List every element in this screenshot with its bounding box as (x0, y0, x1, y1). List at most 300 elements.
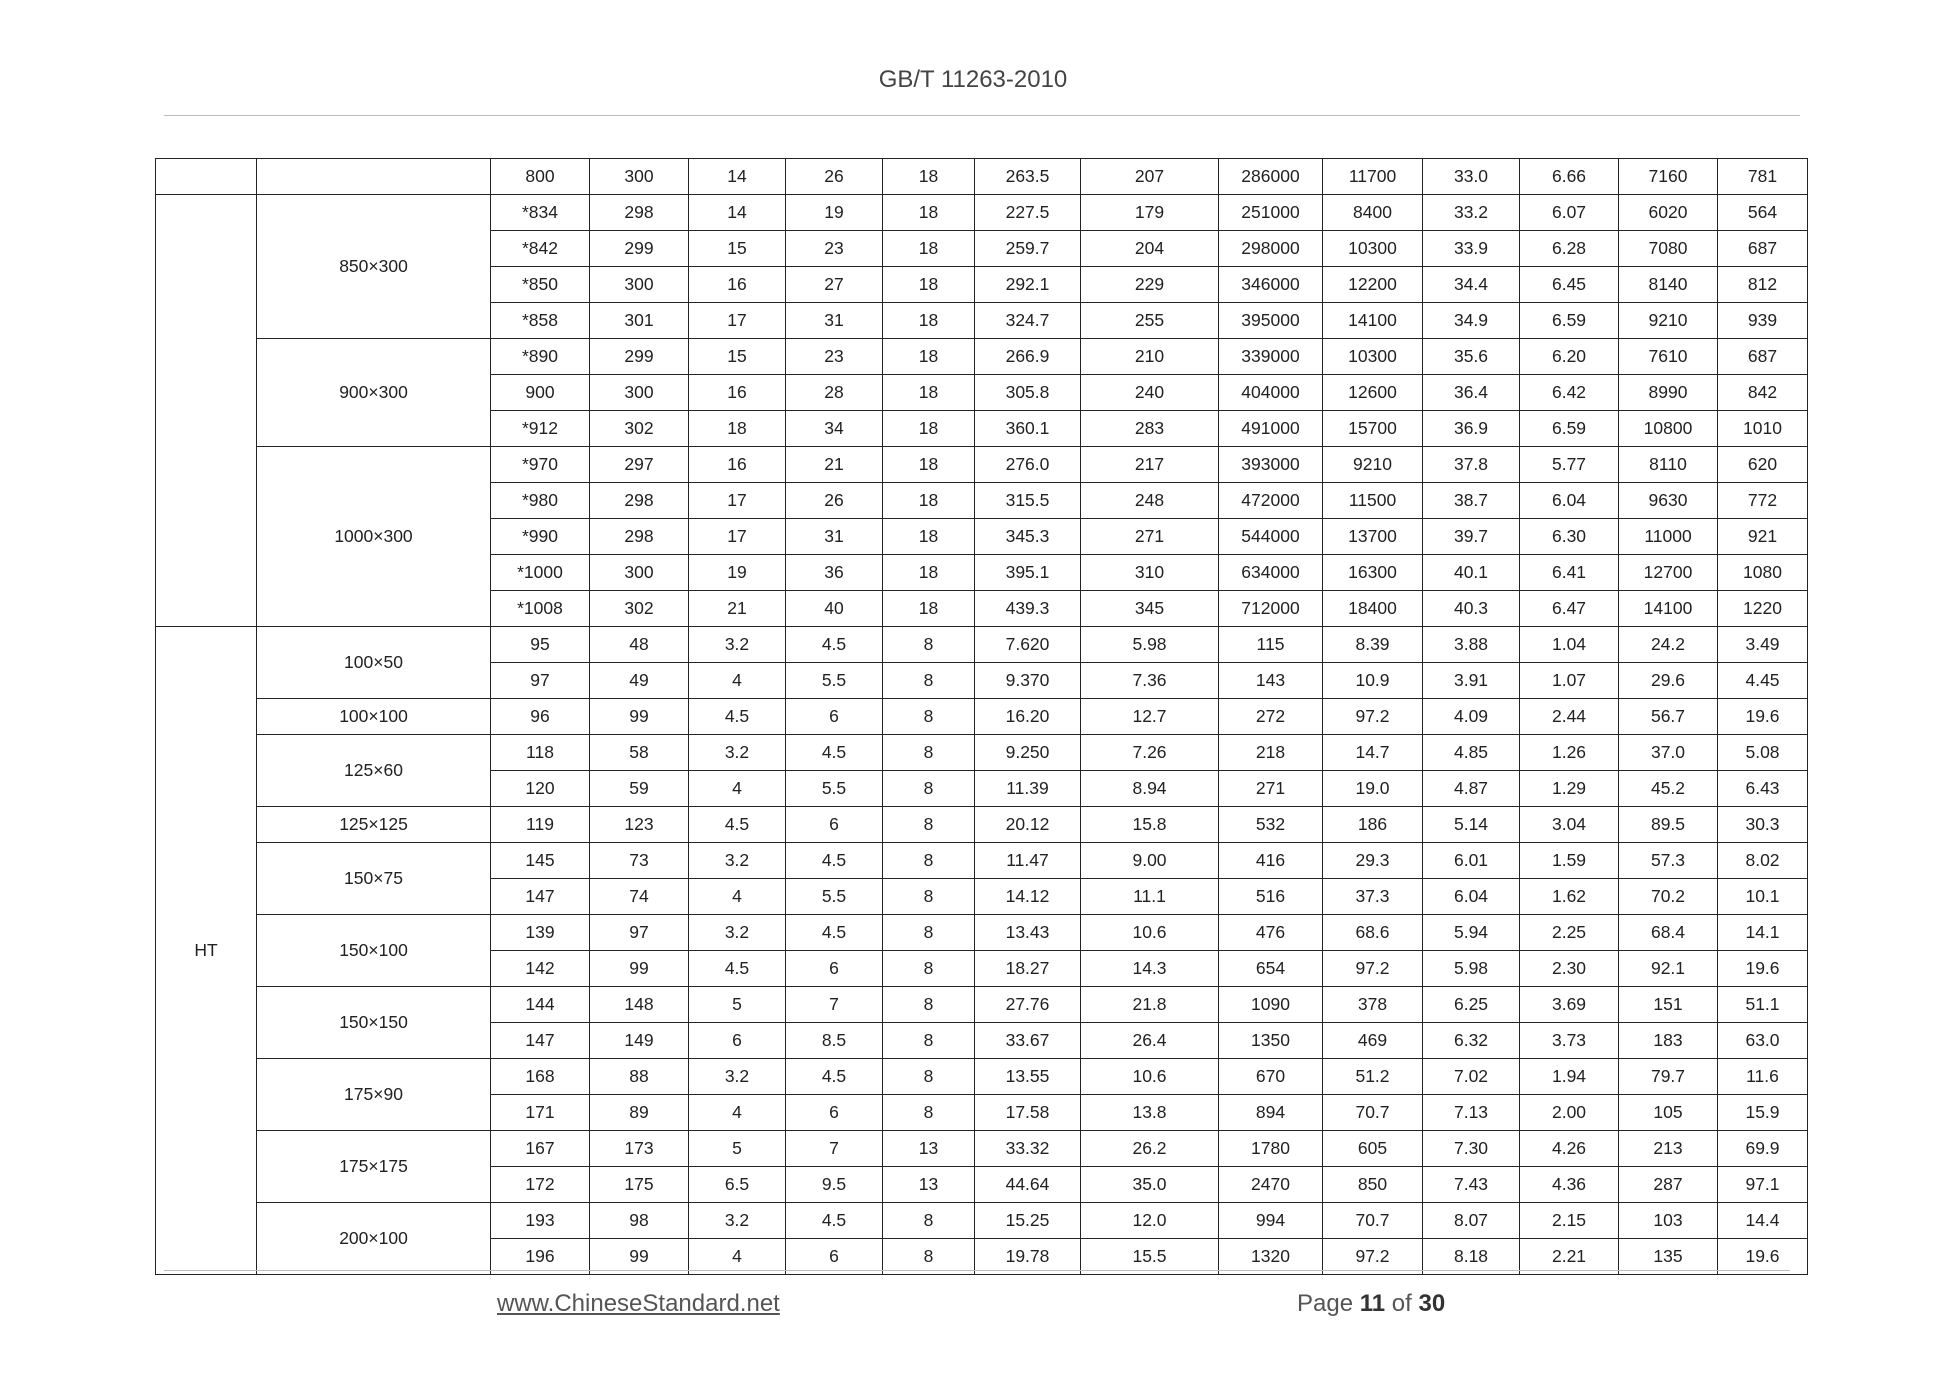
value-cell: 11500 (1323, 483, 1423, 519)
value-cell: 171 (491, 1095, 590, 1131)
value-cell: 8 (883, 1203, 975, 1239)
value-cell: 8400 (1323, 195, 1423, 231)
value-cell: 11700 (1323, 159, 1423, 195)
value-cell: 12700 (1619, 555, 1718, 591)
value-cell: 115 (1219, 627, 1323, 663)
value-cell: 35.6 (1423, 339, 1520, 375)
value-cell: 3.2 (689, 627, 786, 663)
value-cell: 6.32 (1423, 1023, 1520, 1059)
value-cell: 210 (1081, 339, 1219, 375)
value-cell: 29.3 (1323, 843, 1423, 879)
value-cell: 68.4 (1619, 915, 1718, 951)
value-cell: 4 (689, 663, 786, 699)
value-cell: 2470 (1219, 1167, 1323, 1203)
value-cell: 14.12 (975, 879, 1081, 915)
value-cell: 5.5 (786, 771, 883, 807)
value-cell: 26.2 (1081, 1131, 1219, 1167)
value-cell: 8 (883, 951, 975, 987)
table-row (156, 699, 1808, 735)
value-cell: 7080 (1619, 231, 1718, 267)
value-cell: 23 (786, 231, 883, 267)
value-cell: 37.3 (1323, 879, 1423, 915)
value-cell: 97 (590, 915, 689, 951)
value-cell: 544000 (1219, 519, 1323, 555)
value-cell: 19 (689, 555, 786, 591)
type-cell: HT (156, 627, 257, 1275)
value-cell: 37.8 (1423, 447, 1520, 483)
value-cell: 14 (689, 159, 786, 195)
value-cell: 8 (883, 1095, 975, 1131)
value-cell: 850 (1323, 1167, 1423, 1203)
value-cell: 16 (689, 267, 786, 303)
value-cell: 302 (590, 591, 689, 627)
value-cell: 10800 (1619, 411, 1718, 447)
value-cell: 39.7 (1423, 519, 1520, 555)
value-cell: 31 (786, 303, 883, 339)
value-cell: 33.32 (975, 1131, 1081, 1167)
value-cell: 40 (786, 591, 883, 627)
value-cell: 1.94 (1520, 1059, 1619, 1095)
value-cell: 18 (883, 303, 975, 339)
value-cell: 6.28 (1520, 231, 1619, 267)
value-cell: 4 (689, 1239, 786, 1275)
table-row (156, 843, 1808, 879)
value-cell: 240 (1081, 375, 1219, 411)
table-row (156, 159, 1808, 195)
value-cell: 119 (491, 807, 590, 843)
value-cell: 345.3 (975, 519, 1081, 555)
value-cell: 1080 (1718, 555, 1808, 591)
value-cell: *1000 (491, 555, 590, 591)
value-cell: 18 (883, 267, 975, 303)
value-cell: 56.7 (1619, 699, 1718, 735)
value-cell: 16 (689, 447, 786, 483)
value-cell: 29.6 (1619, 663, 1718, 699)
value-cell: 15.9 (1718, 1095, 1808, 1131)
value-cell: 4 (689, 771, 786, 807)
value-cell: 8 (883, 627, 975, 663)
value-cell: 97.2 (1323, 699, 1423, 735)
value-cell: 45.2 (1619, 771, 1718, 807)
value-cell: 18 (883, 411, 975, 447)
value-cell: 179 (1081, 195, 1219, 231)
size-cell: 200×100 (257, 1203, 491, 1275)
value-cell: 142 (491, 951, 590, 987)
value-cell: 6 (786, 951, 883, 987)
table-row (156, 807, 1808, 843)
value-cell: 6.20 (1520, 339, 1619, 375)
value-cell: 38.7 (1423, 483, 1520, 519)
value-cell: 143 (1219, 663, 1323, 699)
value-cell: 9.370 (975, 663, 1081, 699)
value-cell: 6.25 (1423, 987, 1520, 1023)
value-cell: 14.3 (1081, 951, 1219, 987)
value-cell: 68.6 (1323, 915, 1423, 951)
section-properties-table (155, 158, 1808, 1275)
value-cell: 18 (883, 591, 975, 627)
value-cell: 6.47 (1520, 591, 1619, 627)
header-divider (164, 115, 1800, 116)
value-cell: 193 (491, 1203, 590, 1239)
value-cell: 564 (1718, 195, 1808, 231)
value-cell: 248 (1081, 483, 1219, 519)
value-cell: 8 (883, 1059, 975, 1095)
value-cell: 18 (883, 519, 975, 555)
value-cell: 218 (1219, 735, 1323, 771)
value-cell: 300 (590, 159, 689, 195)
value-cell: 345 (1081, 591, 1219, 627)
value-cell: 16300 (1323, 555, 1423, 591)
value-cell: 7.43 (1423, 1167, 1520, 1203)
value-cell: 4.85 (1423, 735, 1520, 771)
value-cell: 98 (590, 1203, 689, 1239)
value-cell: 894 (1219, 1095, 1323, 1131)
value-cell: 292.1 (975, 267, 1081, 303)
value-cell: 196 (491, 1239, 590, 1275)
value-cell: 19.0 (1323, 771, 1423, 807)
value-cell: 416 (1219, 843, 1323, 879)
value-cell: 123 (590, 807, 689, 843)
value-cell: 36.9 (1423, 411, 1520, 447)
value-cell: 135 (1619, 1239, 1718, 1275)
value-cell: 6 (786, 1095, 883, 1131)
value-cell: *890 (491, 339, 590, 375)
value-cell: 92.1 (1619, 951, 1718, 987)
value-cell: 283 (1081, 411, 1219, 447)
value-cell: 6.42 (1520, 375, 1619, 411)
value-cell: 40.3 (1423, 591, 1520, 627)
value-cell: 28 (786, 375, 883, 411)
value-cell: 6.41 (1520, 555, 1619, 591)
value-cell: 4.5 (786, 735, 883, 771)
value-cell: 18 (883, 375, 975, 411)
value-cell: 1350 (1219, 1023, 1323, 1059)
value-cell: 40.1 (1423, 555, 1520, 591)
page-of-word: of (1391, 1290, 1412, 1317)
value-cell: 19 (786, 195, 883, 231)
value-cell: 378 (1323, 987, 1423, 1023)
value-cell: 96 (491, 699, 590, 735)
value-cell: 5.08 (1718, 735, 1808, 771)
value-cell: 634000 (1219, 555, 1323, 591)
value-cell: 10.6 (1081, 1059, 1219, 1095)
value-cell: 97.1 (1718, 1167, 1808, 1203)
value-cell: 4 (689, 1095, 786, 1131)
value-cell: 6.30 (1520, 519, 1619, 555)
page-current: 11 (1359, 1290, 1386, 1317)
value-cell: 59 (590, 771, 689, 807)
value-cell: 2.00 (1520, 1095, 1619, 1131)
value-cell: 30.3 (1718, 807, 1808, 843)
value-cell: 8.39 (1323, 627, 1423, 663)
value-cell: 301 (590, 303, 689, 339)
value-cell: 58 (590, 735, 689, 771)
size-cell: 150×100 (257, 915, 491, 987)
footer-divider (164, 1270, 1790, 1271)
type-cell (156, 195, 257, 627)
value-cell: 88 (590, 1059, 689, 1095)
type-cell (156, 159, 257, 195)
value-cell: 800 (491, 159, 590, 195)
value-cell: 49 (590, 663, 689, 699)
value-cell: 491000 (1219, 411, 1323, 447)
value-cell: 36.4 (1423, 375, 1520, 411)
value-cell: 8 (883, 699, 975, 735)
value-cell: 7 (786, 987, 883, 1023)
value-cell: 172 (491, 1167, 590, 1203)
value-cell: 74 (590, 879, 689, 915)
value-cell: 4.26 (1520, 1131, 1619, 1167)
value-cell: 97 (491, 663, 590, 699)
value-cell: 8110 (1619, 447, 1718, 483)
value-cell: 4.5 (786, 627, 883, 663)
value-cell: 13.43 (975, 915, 1081, 951)
value-cell: 3.91 (1423, 663, 1520, 699)
value-cell: 99 (590, 1239, 689, 1275)
value-cell: 9.5 (786, 1167, 883, 1203)
size-cell: 100×50 (257, 627, 491, 699)
value-cell: 6020 (1619, 195, 1718, 231)
value-cell: 15.25 (975, 1203, 1081, 1239)
table-row (156, 195, 1808, 231)
value-cell: 24.2 (1619, 627, 1718, 663)
value-cell: 8.07 (1423, 1203, 1520, 1239)
value-cell: 18 (883, 447, 975, 483)
value-cell: 2.30 (1520, 951, 1619, 987)
value-cell: *990 (491, 519, 590, 555)
value-cell: 11000 (1619, 519, 1718, 555)
value-cell: 14100 (1619, 591, 1718, 627)
value-cell: 772 (1718, 483, 1808, 519)
value-cell: 33.0 (1423, 159, 1520, 195)
value-cell: 6.59 (1520, 411, 1619, 447)
value-cell: 1.29 (1520, 771, 1619, 807)
value-cell: 2.15 (1520, 1203, 1619, 1239)
size-cell: 850×300 (257, 195, 491, 339)
value-cell: 23 (786, 339, 883, 375)
value-cell: 207 (1081, 159, 1219, 195)
value-cell: 300 (590, 555, 689, 591)
value-cell: 1010 (1718, 411, 1808, 447)
value-cell: 7.26 (1081, 735, 1219, 771)
value-cell: 186 (1323, 807, 1423, 843)
value-cell: 1.59 (1520, 843, 1619, 879)
value-cell: 3.69 (1520, 987, 1619, 1023)
size-cell: 125×60 (257, 735, 491, 807)
value-cell: 532 (1219, 807, 1323, 843)
value-cell: 8.5 (786, 1023, 883, 1059)
value-cell: 6 (786, 807, 883, 843)
size-cell: 1000×300 (257, 447, 491, 627)
value-cell: 6.04 (1423, 879, 1520, 915)
value-cell: 1780 (1219, 1131, 1323, 1167)
size-cell: 100×100 (257, 699, 491, 735)
size-cell: 150×75 (257, 843, 491, 915)
value-cell: 11.6 (1718, 1059, 1808, 1095)
value-cell: 33.9 (1423, 231, 1520, 267)
table-row (156, 1131, 1808, 1167)
value-cell: 5 (689, 987, 786, 1023)
value-cell: 6.45 (1520, 267, 1619, 303)
page-word: Page (1297, 1290, 1354, 1317)
value-cell: 300 (590, 375, 689, 411)
value-cell: 298 (590, 195, 689, 231)
value-cell: 10.9 (1323, 663, 1423, 699)
value-cell: *912 (491, 411, 590, 447)
value-cell: 687 (1718, 339, 1808, 375)
value-cell: 439.3 (975, 591, 1081, 627)
value-cell: 472000 (1219, 483, 1323, 519)
value-cell: 13 (883, 1131, 975, 1167)
table-row (156, 447, 1808, 483)
value-cell: 15 (689, 231, 786, 267)
value-cell: *842 (491, 231, 590, 267)
value-cell: 812 (1718, 267, 1808, 303)
value-cell: 11.39 (975, 771, 1081, 807)
value-cell: 26 (786, 159, 883, 195)
value-cell: 10300 (1323, 339, 1423, 375)
value-cell: 11.1 (1081, 879, 1219, 915)
value-cell: 4.5 (689, 699, 786, 735)
value-cell: 18400 (1323, 591, 1423, 627)
value-cell: 18 (883, 231, 975, 267)
value-cell: 255 (1081, 303, 1219, 339)
value-cell: 4.5 (786, 1059, 883, 1095)
value-cell: 19.6 (1718, 951, 1808, 987)
value-cell: 34 (786, 411, 883, 447)
table-row (156, 987, 1808, 1023)
value-cell: 9210 (1323, 447, 1423, 483)
value-cell: 395.1 (975, 555, 1081, 591)
value-cell: 10.6 (1081, 915, 1219, 951)
size-cell: 125×125 (257, 807, 491, 843)
value-cell: 147 (491, 879, 590, 915)
value-cell: 6.04 (1520, 483, 1619, 519)
value-cell: 118 (491, 735, 590, 771)
value-cell: 19.6 (1718, 699, 1808, 735)
value-cell: 2.21 (1520, 1239, 1619, 1275)
value-cell: 89.5 (1619, 807, 1718, 843)
value-cell: 227.5 (975, 195, 1081, 231)
value-cell: 89 (590, 1095, 689, 1131)
value-cell: 19.78 (975, 1239, 1081, 1275)
value-cell: 15 (689, 339, 786, 375)
value-cell: 120 (491, 771, 590, 807)
value-cell: 217 (1081, 447, 1219, 483)
value-cell: *970 (491, 447, 590, 483)
value-cell: 8.94 (1081, 771, 1219, 807)
value-cell: *858 (491, 303, 590, 339)
value-cell: 16 (689, 375, 786, 411)
value-cell: 395000 (1219, 303, 1323, 339)
value-cell: 99 (590, 951, 689, 987)
value-cell: 17 (689, 303, 786, 339)
value-cell: 44.64 (975, 1167, 1081, 1203)
value-cell: 2.25 (1520, 915, 1619, 951)
document-header: GB/T 11263-2010 (878, 66, 1068, 93)
value-cell: 17.58 (975, 1095, 1081, 1131)
value-cell: 97.2 (1323, 1239, 1423, 1275)
value-cell: 12600 (1323, 375, 1423, 411)
value-cell: 299 (590, 339, 689, 375)
value-cell: 360.1 (975, 411, 1081, 447)
value-cell: 18 (883, 159, 975, 195)
value-cell: 15700 (1323, 411, 1423, 447)
value-cell: 70.7 (1323, 1095, 1423, 1131)
value-cell: 324.7 (975, 303, 1081, 339)
value-cell: 8 (883, 1023, 975, 1059)
value-cell: 4 (689, 879, 786, 915)
value-cell: 48 (590, 627, 689, 663)
value-cell: 404000 (1219, 375, 1323, 411)
value-cell: 31 (786, 519, 883, 555)
value-cell: 299 (590, 231, 689, 267)
value-cell: 4.5 (786, 915, 883, 951)
value-cell: 4.5 (689, 951, 786, 987)
value-cell: 7160 (1619, 159, 1718, 195)
value-cell: 687 (1718, 231, 1808, 267)
value-cell: 34.4 (1423, 267, 1520, 303)
value-cell: 6 (689, 1023, 786, 1059)
value-cell: 6 (786, 1239, 883, 1275)
value-cell: 4.36 (1520, 1167, 1619, 1203)
value-cell: 18 (689, 411, 786, 447)
value-cell: 69.9 (1718, 1131, 1808, 1167)
value-cell: 670 (1219, 1059, 1323, 1095)
value-cell: 14 (689, 195, 786, 231)
value-cell: 266.9 (975, 339, 1081, 375)
page-indicator (1297, 1290, 1445, 1318)
value-cell: 14.4 (1718, 1203, 1808, 1239)
website-link[interactable]: www.ChineseStandard.net (497, 1290, 780, 1317)
value-cell: 298 (590, 519, 689, 555)
value-cell: 12200 (1323, 267, 1423, 303)
value-cell: 3.04 (1520, 807, 1619, 843)
value-cell: 13 (883, 1167, 975, 1203)
value-cell: 263.5 (975, 159, 1081, 195)
value-cell: 5.98 (1081, 627, 1219, 663)
value-cell: 305.8 (975, 375, 1081, 411)
value-cell: *850 (491, 267, 590, 303)
value-cell: 99 (590, 699, 689, 735)
value-cell: 5.14 (1423, 807, 1520, 843)
value-cell: 3.2 (689, 843, 786, 879)
value-cell: 26 (786, 483, 883, 519)
value-cell: 27 (786, 267, 883, 303)
value-cell: 781 (1718, 159, 1808, 195)
value-cell: 9.00 (1081, 843, 1219, 879)
value-cell: 12.7 (1081, 699, 1219, 735)
value-cell: 6.66 (1520, 159, 1619, 195)
value-cell: 213 (1619, 1131, 1718, 1167)
value-cell: 7.30 (1423, 1131, 1520, 1167)
value-cell: 4.5 (689, 807, 786, 843)
value-cell: 469 (1323, 1023, 1423, 1059)
value-cell: *980 (491, 483, 590, 519)
value-cell: 11.47 (975, 843, 1081, 879)
value-cell: 939 (1718, 303, 1808, 339)
value-cell: 18 (883, 195, 975, 231)
value-cell: 18 (883, 555, 975, 591)
value-cell: 310 (1081, 555, 1219, 591)
value-cell: 149 (590, 1023, 689, 1059)
value-cell: 6.43 (1718, 771, 1808, 807)
value-cell: 4.45 (1718, 663, 1808, 699)
value-cell: 7.13 (1423, 1095, 1520, 1131)
value-cell: 14100 (1323, 303, 1423, 339)
value-cell: 15.8 (1081, 807, 1219, 843)
value-cell: 8 (883, 915, 975, 951)
